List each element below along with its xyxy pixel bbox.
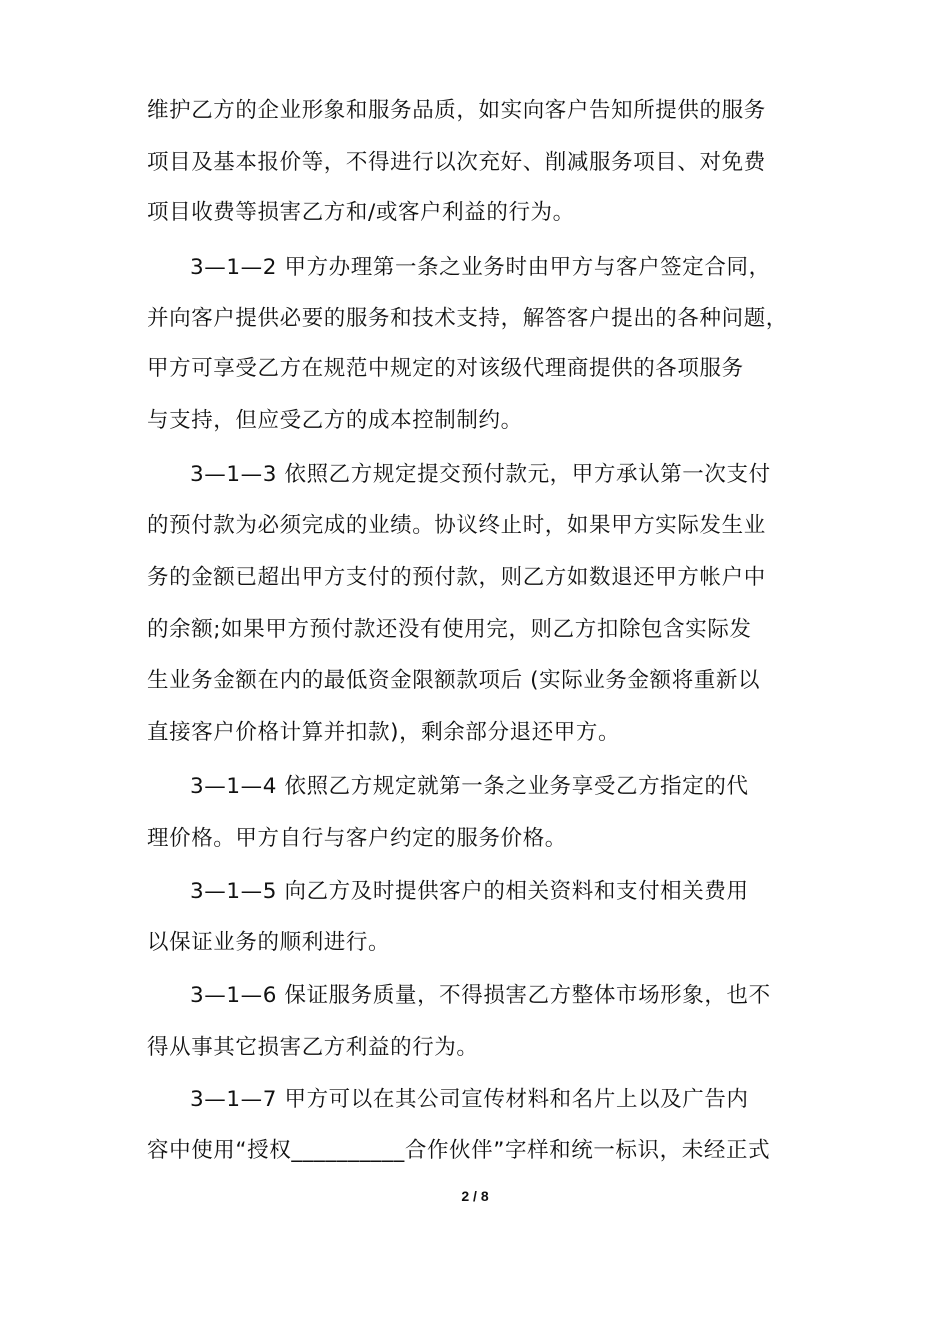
text-line: 维护乙方的企业形象和服务品质，如实向客户告知所提供的服务 — [147, 98, 766, 123]
text-line: 并向客户提供必要的服务和技术支持，解答客户提出的各种问题， — [147, 306, 788, 331]
clause-3-1-7-start: 3—1—7 甲方可以在其公司宣传材料和名片上以及广告内 — [190, 1087, 749, 1112]
text-line: 甲方可享受乙方在规范中规定的对该级代理商提供的各项服务 — [147, 356, 744, 381]
page-number: 2 / 8 — [461, 1188, 489, 1204]
text-line: 项目及基本报价等，不得进行以次充好、削减服务项目、对免费 — [147, 150, 766, 175]
text-line: 理价格。甲方自行与客户约定的服务价格。 — [147, 826, 567, 851]
text-line: 得从事其它损害乙方利益的行为。 — [147, 1035, 479, 1060]
clause-3-1-5-start: 3—1—5 向乙方及时提供客户的相关资料和支付相关费用 — [190, 879, 749, 904]
text-line: 以保证业务的顺利进行。 — [147, 930, 391, 955]
clause-3-1-4-start: 3—1—4 依照乙方规定就第一条之业务享受乙方指定的代 — [190, 774, 749, 799]
text-line: 直接客户价格计算并扣款)，剩余部分退还甲方。 — [147, 720, 621, 745]
text-line: 务的金额已超出甲方支付的预付款，则乙方如数退还甲方帐户中 — [147, 565, 766, 590]
text-line: 与支持，但应受乙方的成本控制制约。 — [147, 408, 523, 433]
text-line: 生业务金额在内的最低资金限额款项后 (实际业务金额将重新以 — [147, 668, 761, 693]
clause-3-1-6-start: 3—1—6 保证服务质量，不得损害乙方整体市场形象，也不 — [190, 983, 771, 1008]
text-line: 项目收费等损害乙方和/或客户利益的行为。 — [147, 200, 575, 225]
text-line: 的预付款为必须完成的业绩。协议终止时，如果甲方实际发生业 — [147, 513, 766, 538]
text-line: 容中使用“授权__________合作伙伴”字样和统一标识，未经正式 — [147, 1138, 771, 1163]
text-line: 的余额;如果甲方预付款还没有使用完，则乙方扣除包含实际发 — [147, 617, 752, 642]
clause-3-1-3-start: 3—1—3 依照乙方规定提交预付款元，甲方承认第一次支付 — [190, 462, 771, 487]
clause-3-1-2-start: 3—1—2 甲方办理第一条之业务时由甲方与客户签定合同， — [190, 255, 771, 280]
